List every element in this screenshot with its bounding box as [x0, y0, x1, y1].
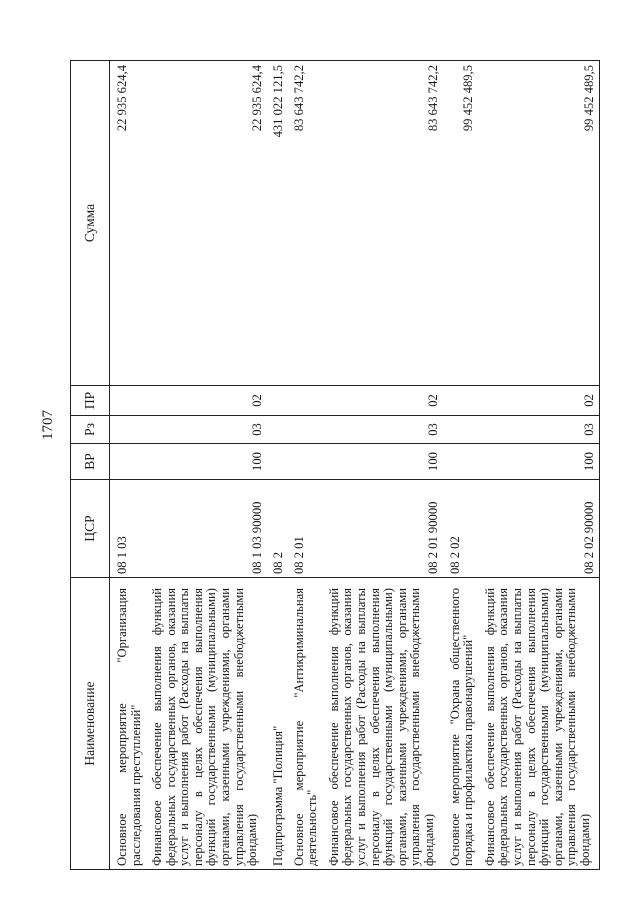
- header-csr: ЦСР: [71, 480, 110, 578]
- row-vr: [110, 444, 146, 480]
- row-name: Основное мероприятие "Антикриминальная деятельность": [287, 578, 322, 870]
- budget-table: [70, 60, 600, 870]
- table-row: [322, 61, 443, 870]
- table-header-row: [71, 61, 110, 870]
- row-csr: 08 2 01: [287, 480, 322, 578]
- row-sum: 22 935 624,4: [110, 61, 146, 386]
- row-pr: [266, 386, 287, 416]
- row-sum: 99 452 489,5: [478, 61, 600, 386]
- header-sum: Сумма: [71, 61, 110, 386]
- table-row: [443, 61, 478, 870]
- row-name: Основное мероприятие "Организация расследования преступлений": [110, 578, 146, 870]
- row-sum: 99 452 489,5: [443, 61, 478, 386]
- row-pr: 02: [478, 386, 600, 416]
- row-csr: 08 2 01 90000: [322, 480, 443, 578]
- row-rz: [443, 416, 478, 444]
- row-vr: 100: [145, 444, 266, 480]
- row-csr: 08 2 02: [443, 480, 478, 578]
- table-row: [110, 61, 146, 870]
- row-sum: 22 935 624,4: [145, 61, 266, 386]
- row-rz: [110, 416, 146, 444]
- row-pr: 02: [322, 386, 443, 416]
- header-pr: ПР: [71, 386, 110, 416]
- row-name: Подпрограмма "Полиция": [266, 578, 287, 870]
- row-csr: 08 2 02 90000: [478, 480, 600, 578]
- row-csr: 08 1 03: [110, 480, 146, 578]
- row-pr: [443, 386, 478, 416]
- header-name: Наименование: [71, 578, 110, 870]
- row-sum: 83 643 742,2: [322, 61, 443, 386]
- row-rz: [266, 416, 287, 444]
- header-rz: Рз: [71, 416, 110, 444]
- row-sum: 83 643 742,2: [287, 61, 322, 386]
- row-vr: [287, 444, 322, 480]
- row-rz: 03: [478, 416, 600, 444]
- row-sum: 431 022 121,5: [266, 61, 287, 386]
- row-pr: [287, 386, 322, 416]
- header-vr: ВР: [71, 444, 110, 480]
- row-pr: [110, 386, 146, 416]
- row-pr: 02: [145, 386, 266, 416]
- row-vr: 100: [322, 444, 443, 480]
- page-number: 1707: [40, 410, 56, 440]
- row-rz: 03: [322, 416, 443, 444]
- row-rz: [287, 416, 322, 444]
- budget-table-container: [70, 60, 600, 870]
- row-vr: 100: [478, 444, 600, 480]
- row-name: Основное мероприятие "Охрана общественного порядка и профилактика правонарушений": [443, 578, 478, 870]
- row-vr: [443, 444, 478, 480]
- row-csr: 08 2: [266, 480, 287, 578]
- row-name: Финансовое обеспечение выполнения функций федеральных государственных органов, оказания услуг и выполнения работ (Расходы на выплаты персоналу в целях обеспечения выполнения функций государственными (муниципальными) органами, казенными учреждениями, органами управления государственными внебюджетными фондами): [145, 578, 266, 870]
- row-name: Финансовое обеспечение выполнения функций федеральных государственных органов, оказания услуг и выполнения работ (Расходы на выплаты персоналу в целях обеспечения выполнения функций государственными (муниципальными) органами, казенными учреждениями, органами управления государственными внебюджетными фондами): [478, 578, 600, 870]
- table-row: [266, 61, 287, 870]
- row-vr: [266, 444, 287, 480]
- table-row: [145, 61, 266, 870]
- table-row: [478, 61, 600, 870]
- row-name: Финансовое обеспечение выполнения функций федеральных государственных органов, оказания услуг и выполнения работ (Расходы на выплаты персоналу в целях обеспечения выполнения функций государственными (муниципальными) органами, казенными учреждениями, органами управления государственными внебюджетными фондами): [322, 578, 443, 870]
- row-rz: 03: [145, 416, 266, 444]
- table-row: [287, 61, 322, 870]
- row-csr: 08 1 03 90000: [145, 480, 266, 578]
